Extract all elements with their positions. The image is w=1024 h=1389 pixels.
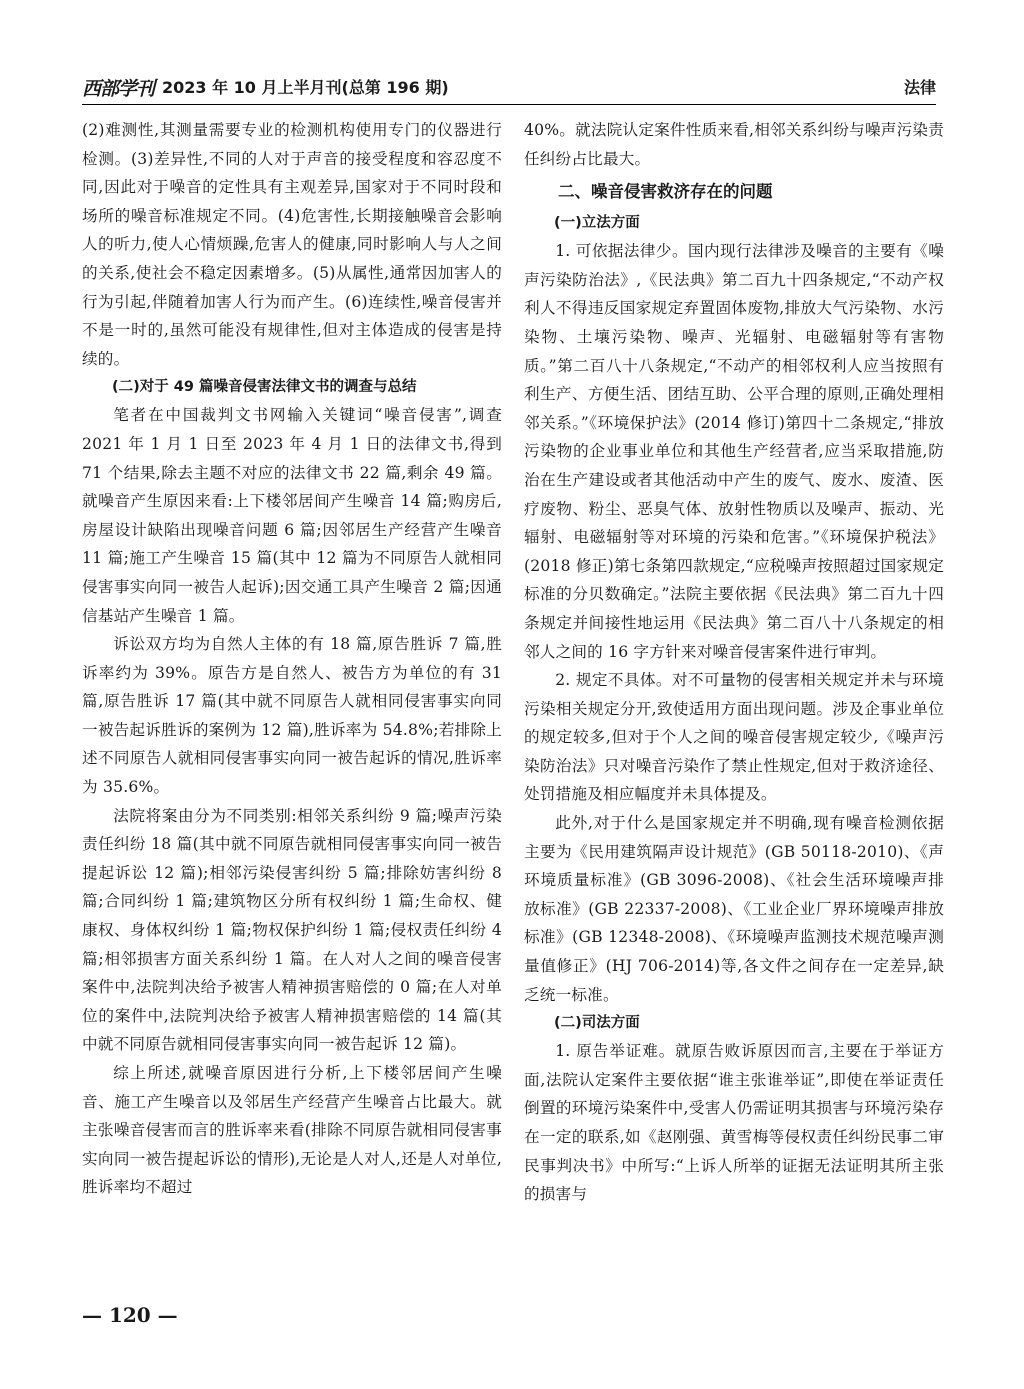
paragraph: 此外,对于什么是国家规定并不明确,现有噪音检测依据主要为《民用建筑隔声设计规范》(GB 50118-2010)、《声环境质量标准》(GB 3096-2008)、《社会生活环境噪声排放标准》(GB 22337-2008)、《工业企业厂界环境噪声排放标准》(GB 12348-2008)、《环境噪声监测技术规范噪声测量值修正》(HJ 706-2014)等,各文件之间存在一定差异,缺乏统一标准。 bbox=[524, 814, 944, 1004]
paragraph: 诉讼双方均为自然人主体的有 18 篇,原告胜诉 7 篇,胜诉率约为 39%。原告方是自然人、被告方为单位的有 31 篇,原告胜诉 17 篇(其中就不同原告人就相同侵害事实向同一被告起诉胜诉的案例为 12 篇),胜诉率为 54.8%;若排除上述不同原告人就相同侵害事实向同一被告起诉的情况,胜诉率为 35.6%。 bbox=[82, 635, 502, 797]
subsection-heading: (二)司法方面 bbox=[554, 1015, 640, 1032]
running-header bbox=[82, 72, 936, 102]
journal-logo: 西部学刊 bbox=[82, 78, 155, 100]
subsection-heading: (二)对于 49 篇噪音侵害法律文书的调查与总结 bbox=[112, 379, 417, 396]
issue-info: 2023 年 10 月上半月刊(总第 196 期) bbox=[162, 78, 449, 97]
paragraph: 综上所述,就噪音原因进行分析,上下楼邻居间产生噪音、施工产生噪音以及邻居生产经营产生噪音占比最大。就主张噪音侵害而言的胜诉率来看(排除不同原告就相同侵害事实向同一被告提起诉讼的情形),无论是人对人,还是人对单位,胜诉率均不超过 bbox=[82, 1064, 502, 1197]
page-number: — 120 — bbox=[82, 1303, 178, 1327]
paragraph: 1. 可依据法律少。国内现行法律涉及噪音的主要有《噪声污染防治法》,《民法典》第二百九十四条规定,“不动产权利人不得违反国家规定弃置固体废物,排放大气污染物、水污染物、土壤污染物、噪声、光辐射、电磁辐射等有害物质。”第二百八十八条规定,“不动产的相邻权利人应当按照有利生产、方便生活、团结互助、公平合理的原则,正确处理相邻关系。”《环境保护法》(2014 修订)第四十二条规定,“排放污染物的企业事业单位和其他生产经营者,应当采取措施,防治在生产建设或者其他活动中产生的废气、废水、废渣、医疗废物、粉尘、恶臭气体、放射性物质以及噪声、振动、光辐射、电磁辐射等对环境的污染和危害。”《环境保护税法》(2018 修正)第七条第四款规定,“应税噪声按照超过国家规定标准的分贝数确定。”法院主要依据《民法典》第二百九十四条规定并间接性地运用《民法典》第二百八十八条规定的相邻人之间的 16 字方针来对噪音侵害案件进行审判。 bbox=[524, 242, 944, 661]
paragraph: 1. 原告举证难。就原告败诉原因而言,主要在于举证方面,法院认定案件主要依据“谁主张谁举证”,即使在举证责任倒置的环境污染案件中,受害人仍需证明其损害与环境污染存在一定的联系,如《赵刚强、黄雪梅等侵权责任纠纷民事二审民事判决书》中所写:“上诉人所举的证据无法证明其所主张的损害与 bbox=[524, 1042, 944, 1204]
header-rule bbox=[82, 104, 936, 105]
paragraph: 2. 规定不具体。对不可量物的侵害相关规定并未与环境污染相关规定分开,致使适用方面出现问题。涉及企事业单位的规定较多,但对于个人之间的噪音侵害规定较少,《噪声污染防治法》只对噪音污染作了禁止性规定,但对于救济途径、处罚措施及相应幅度并未具体提及。 bbox=[524, 671, 944, 804]
section-heading: 二、噪音侵害救济存在的问题 bbox=[558, 182, 773, 202]
section-label: 法律 bbox=[903, 78, 936, 97]
right-column bbox=[524, 116, 944, 1209]
paragraph: (2)难测性,其测量需要专业的检测机构使用专门的仪器进行检测。(3)差异性,不同的人对于声音的接受程度和容忍度不同,因此对于噪音的定性具有主观差异,国家对于不同时段和场所的噪音标准规定不同。(4)危害性,长期接触噪音会影响人的听力,使人心情烦躁,危害人的健康,同时影响人与人之间的关系,使社会不稳定因素增多。(5)从属性,通常因加害人的行为引起,伴随着加害人行为而产生。(6)连续性,噪音侵害并不是一时的,虽然可能没有规律性,但对主体造成的侵害是持续的。 bbox=[82, 121, 502, 368]
subsection-heading: (一)立法方面 bbox=[554, 215, 640, 232]
paragraph: 笔者在中国裁判文书网输入关键词“噪音侵害”,调查 2021 年 1 月 1 日至 2023 年 4 月 1 日的法律文书,得到 71 个结果,除去主题不对应的法律文书 22 篇,剩余 49 篇。就噪音产生原因来看:上下楼邻居间产生噪音 14 篇;购房后,房屋设计缺陷出现噪音问题 6 篇;因邻居生产经营产生噪音 11 篇;施工产生噪音 15 篇(其中 12 篇为不同原告人就相同侵害事实向同一被告人起诉);因交通工具产生噪音 2 篇;因通信基站产生噪音 1 篇。 bbox=[82, 406, 502, 625]
paragraph: 法院将案由分为不同类别:相邻关系纠纷 9 篇;噪声污染责任纠纷 18 篇(其中就不同原告就相同侵害事实向同一被告提起诉讼 12 篇);相邻污染侵害纠纷 5 篇;排除妨害纠纷 8 篇;合同纠纷 1 篇;建筑物区分所有权纠纷 1 篇;生命权、健康权、身体权纠纷 1 篇;物权保护纠纷 1 篇;侵权责任纠纷 4 篇;相邻损害方面关系纠纷 1 篇。在人对人之间的噪音侵害案件中,法院判决给予被害人精神损害赔偿的 0 篇;在人对单位的案件中,法院判决给予被害人精神损害赔偿的 14 篇(其中就不同原告就相同侵害事实向同一被告起诉 12 篇)。 bbox=[82, 806, 502, 1054]
paragraph: 40%。就法院认定案件性质来看,相邻关系纠纷与噪声污染责任纠纷占比最大。 bbox=[524, 121, 944, 168]
left-column bbox=[82, 116, 502, 1202]
